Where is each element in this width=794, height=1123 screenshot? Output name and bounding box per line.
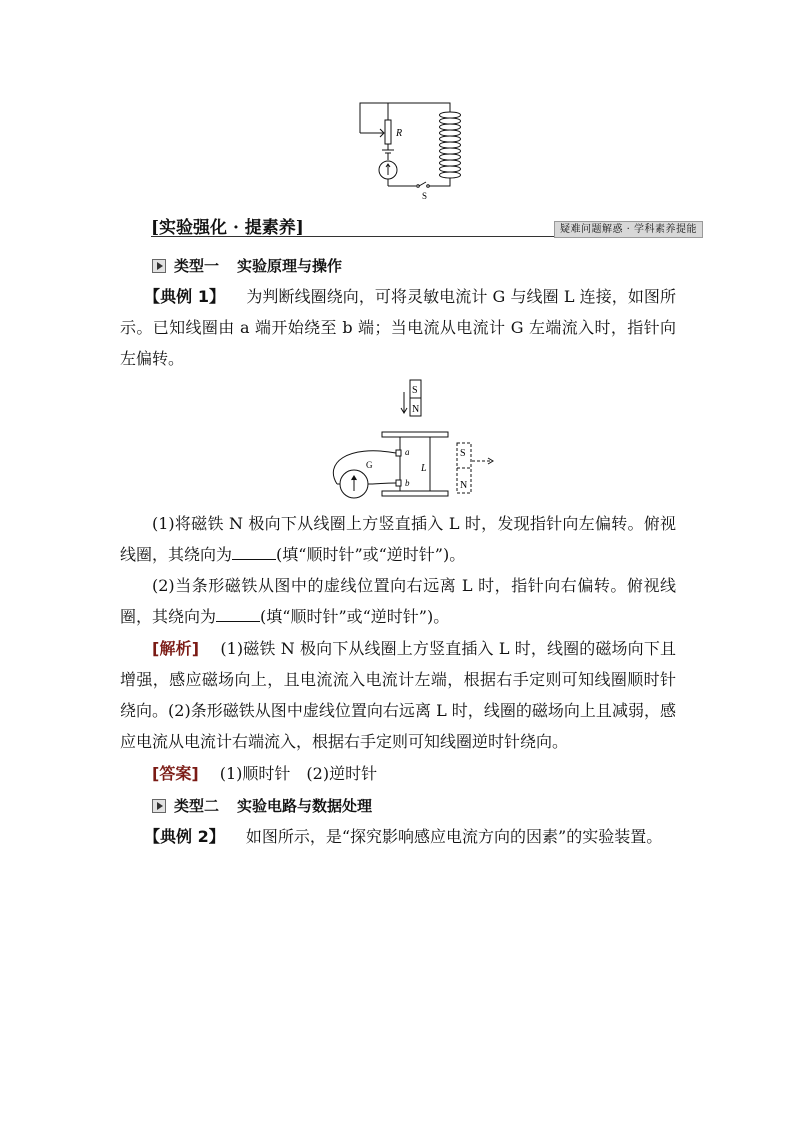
example1-paragraph [120,281,676,374]
section-badge: 疑难问题解惑 · 学科素养提能 [554,221,703,238]
play-triangle-icon [152,259,166,273]
side-magnet-s-label: S [460,448,466,459]
top-magnet-s-label: S [412,385,418,396]
answer-blank [216,607,260,622]
analysis-paragraph [120,633,676,757]
type2-heading [152,795,372,816]
question2-hint: (填“顺时针”或“逆时针”)。 [260,607,450,626]
type2-marker: 类型二 [174,797,220,815]
example1-label: 【典例 1】 [144,287,226,306]
answer-blank [232,545,276,560]
circuit-diagram [340,98,480,208]
type1-heading [152,255,342,276]
example2-label: 【典例 2】 [144,827,225,846]
type2-title: 实验电路与数据处理 [237,797,373,815]
terminal-b-label: b [405,478,410,488]
terminal-a-label: a [405,447,410,457]
answer-label: [答案] [152,764,199,783]
coil-label: L [421,463,427,474]
type1-title: 实验原理与操作 [237,257,343,275]
example1-text: 为判断线圈绕向，可将灵敏电流计 G 与线圈 L 连接，如图所示。已知线圈由 a 端开始绕至 b 端；当电流从电流计 G 左端流入时，指针向左偏转。 [120,287,676,368]
section-header [151,213,703,241]
switch-label: S [422,191,428,201]
galvanometer-label: G [366,460,373,470]
section-title: [实验强化 · 提素养] [151,218,304,238]
type1-marker: 类型一 [174,257,220,275]
play-triangle-icon [152,799,166,813]
coil-galvanometer-diagram [326,378,498,500]
example2-text: 如图所示，是“探究影响感应电流方向的因素”的实验装置。 [245,827,663,846]
analysis-label: [解析] [152,639,200,658]
example2-paragraph [120,821,676,852]
answer-text: (1)顺时针 (2)逆时针 [219,764,378,783]
question1-text: (1)将磁铁 N 极向下从线圈上方竖直插入 L 时，发现指针向左偏转。俯视线圈，其绕向为 [120,514,676,564]
question1-paragraph [120,508,676,570]
rheostat-label: R [396,128,403,139]
question2-paragraph [120,570,676,632]
question2-text: (2)当条形磁铁从图中的虚线位置向右远离 L 时，指针向右偏转。俯视线圈，其绕向为 [120,576,676,626]
answer-paragraph [120,758,676,789]
top-magnet-n-label: N [412,404,420,415]
side-magnet-n-label: N [460,480,468,491]
question1-hint: (填“顺时针”或“逆时针”)。 [276,545,466,564]
analysis-text: (1)磁铁 N 极向下从线圈上方竖直插入 L 时，线圈的磁场向下且增强，感应磁场向上，且电流流入电流计左端，根据右手定则可知线圈顺时针绕向。(2)条形磁铁从图中虚线位置向右远离 L 时，线圈的磁场向上且减弱，感应电流从电流计右端流入，根据右手定则可知线圈逆时针绕向。 [120,639,676,751]
